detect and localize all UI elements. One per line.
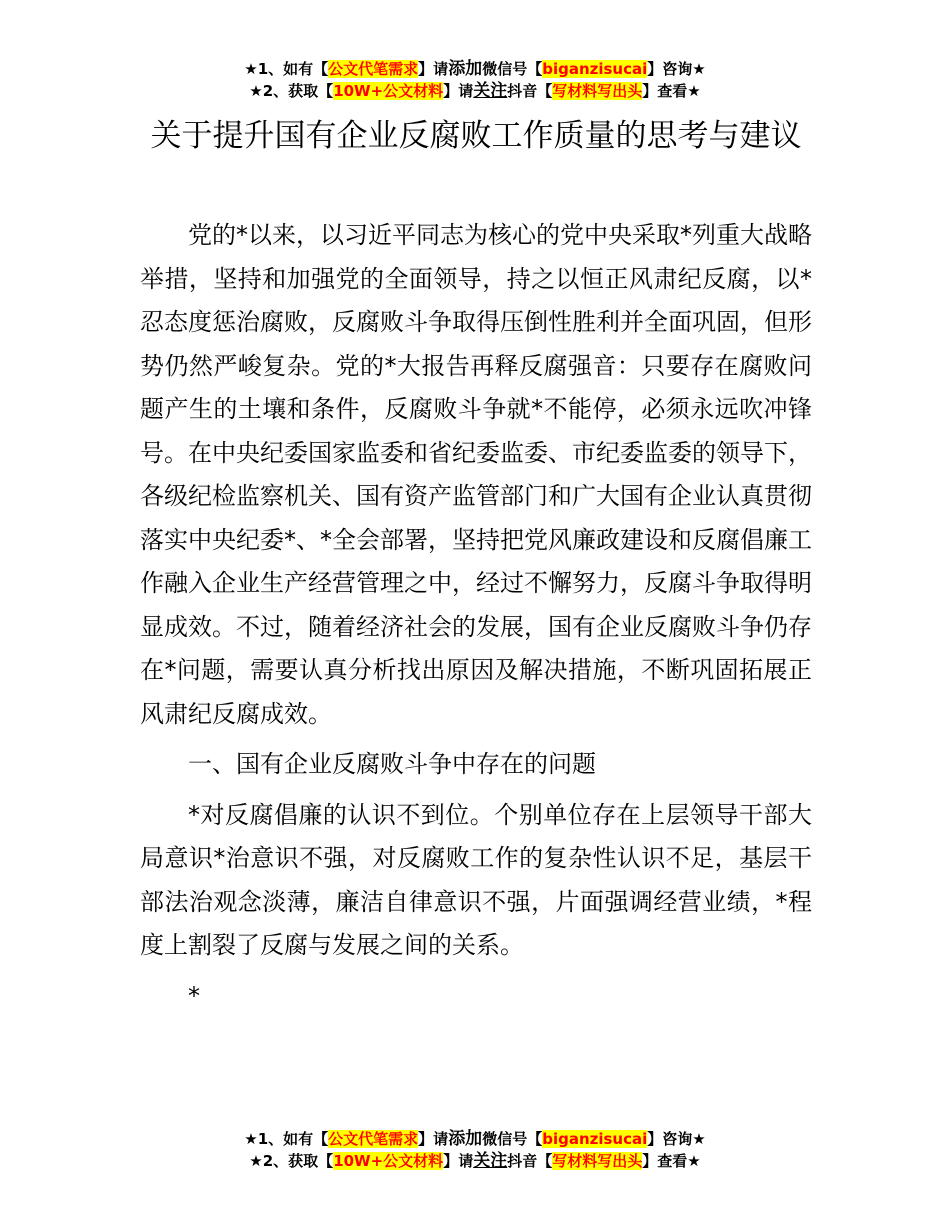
highlight-materials: 10W+公文材料 bbox=[333, 1152, 444, 1170]
highlight-materials: 10W+公文材料 bbox=[333, 82, 444, 100]
banner-text: ★1、如有【 bbox=[244, 60, 329, 78]
banner-line-2 bbox=[0, 1150, 950, 1172]
banner-text: 】请 bbox=[443, 1152, 474, 1170]
paragraph-fragment: * bbox=[188, 981, 200, 1010]
banner-text: ★2、获取【 bbox=[249, 1152, 334, 1170]
banner-text: 】请 bbox=[443, 82, 474, 100]
banner-text: 微信号【 bbox=[482, 1130, 543, 1148]
highlight-service: 公文代笔需求 bbox=[328, 60, 419, 78]
banner-text: 】咨询★ bbox=[647, 60, 706, 78]
banner-emphasis: 添加 bbox=[448, 1129, 483, 1149]
section-heading: 一、国有企业反腐败斗争中存在的问题 bbox=[188, 750, 596, 778]
paragraph-intro: 党的*以来，以习近平同志为核心的党中央采取*列重大战略举措，坚持和加强党的全面领导，持之以恒正风肃纪反腐，以*忍态度惩治腐败，反腐败斗争取得压倒性胜利并全面巩固，但形势仍然严峻复杂。党的*大报告再释反腐强音：只要存在腐败问题产生的土壤和条件，反腐败斗争就*不能停，必须永远吹冲锋号。在中央纪委国家监委和省纪委监委、市纪委监委的领导下，各级纪检监察机关、国有资产监管部门和广大国有企业认真贯彻落实中央纪委*、*全会部署，坚持把党风廉政建设和反腐倡廉工作融入企业生产经营管理之中，经过不懈努力，反腐斗争取得明显成效。不过，随着经济社会的发展，国有企业反腐败斗争仍存在*问题，需要认真分析找出原因及解决措施，不断巩固拓展正风肃纪反腐成效。 bbox=[140, 221, 812, 728]
highlight-service: 公文代笔需求 bbox=[328, 1130, 419, 1148]
highlight-wechat-id: biganzisucai bbox=[542, 60, 648, 78]
header-banner bbox=[0, 58, 950, 102]
banner-text: 】请 bbox=[418, 60, 449, 78]
document-title: 关于提升国有企业反腐败工作质量的思考与建议 bbox=[150, 118, 802, 154]
banner-emphasis: 关注 bbox=[473, 81, 508, 101]
highlight-wechat-id: biganzisucai bbox=[542, 1130, 648, 1148]
footer-banner bbox=[0, 1128, 950, 1172]
document-body bbox=[140, 214, 812, 1025]
banner-text: ★1、如有【 bbox=[244, 1130, 329, 1148]
banner-text: 抖音【 bbox=[507, 82, 553, 100]
banner-emphasis: 关注 bbox=[473, 1151, 508, 1171]
banner-text: 】查看★ bbox=[642, 82, 701, 100]
highlight-douyin-id: 写材料写出头 bbox=[552, 82, 643, 100]
banner-text: 】咨询★ bbox=[647, 1130, 706, 1148]
banner-text: ★2、获取【 bbox=[249, 82, 334, 100]
banner-text: 】查看★ bbox=[642, 1152, 701, 1170]
banner-emphasis: 添加 bbox=[448, 59, 483, 79]
banner-text: 抖音【 bbox=[507, 1152, 553, 1170]
banner-line-1 bbox=[0, 1128, 950, 1150]
banner-text: 】请 bbox=[418, 1130, 449, 1148]
banner-line-2 bbox=[0, 80, 950, 102]
banner-line-1 bbox=[0, 58, 950, 80]
highlight-douyin-id: 写材料写出头 bbox=[552, 1152, 643, 1170]
paragraph-issue-1: *对反腐倡廉的认识不到位。个别单位存在上层领导干部大局意识*治意识不强，对反腐败工作的复杂性认识不足，基层干部法治观念淡薄，廉洁自律意识不强，片面强调经营业绩，*程度上割裂了反腐与发展之间的关系。 bbox=[140, 800, 812, 959]
banner-text: 微信号【 bbox=[482, 60, 543, 78]
